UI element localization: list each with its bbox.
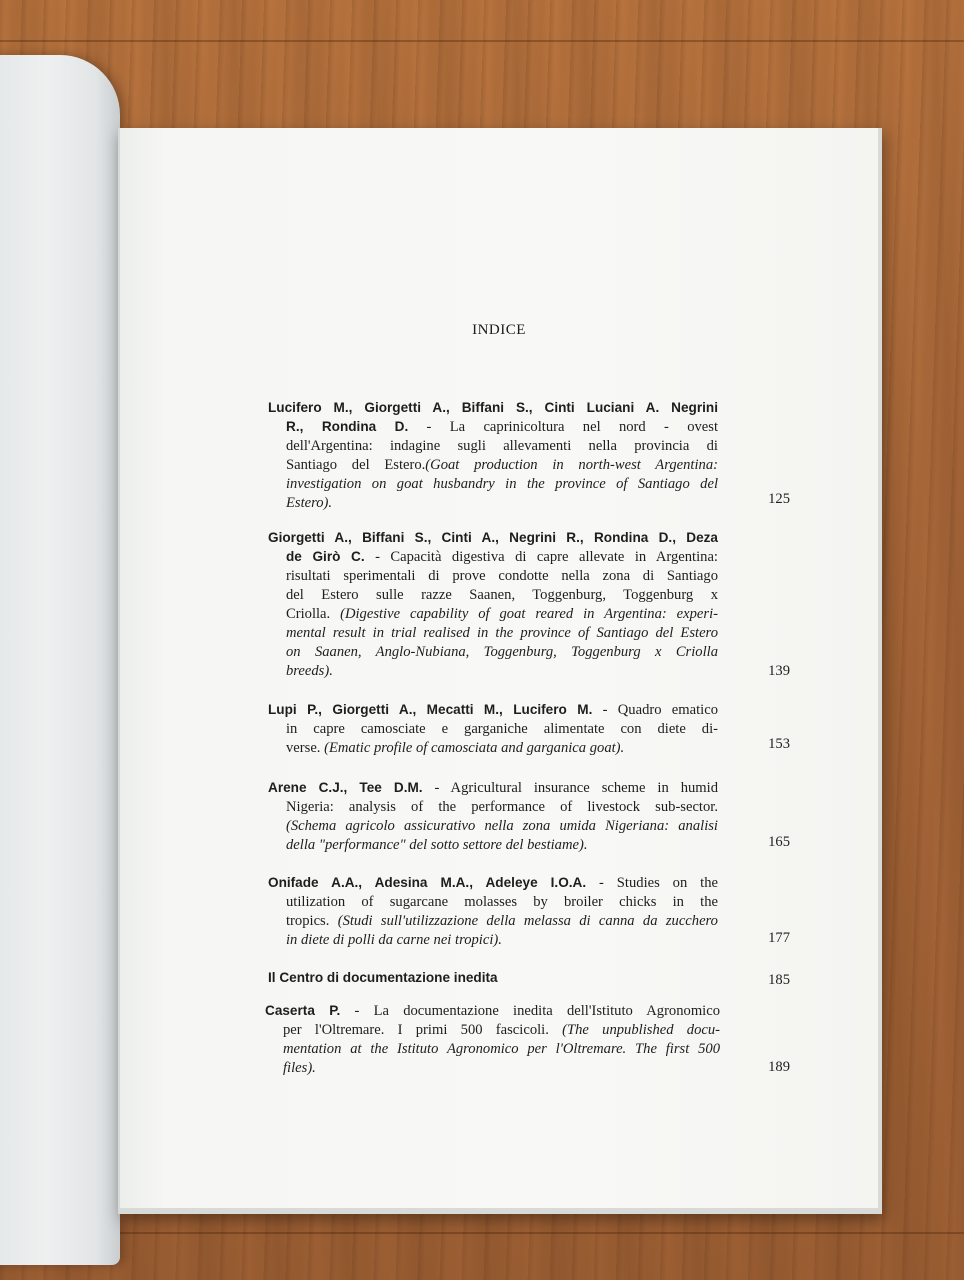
section-heading: Il Centro di documentazione inedita — [268, 970, 498, 985]
entry-authors: Lucifero M., Giorgetti A., Biffani S., Cinti Luciani A. Negrini — [268, 400, 718, 415]
entry-translation: investigation on goat husbandry in the province of Santiago del — [286, 476, 718, 492]
entry-title: - La documentazione inedita dell'Istituto Agronomico — [340, 1003, 720, 1019]
entry-title: tropics. — [286, 913, 330, 929]
entry-title: - Studies on the — [586, 875, 718, 891]
entry-page-number: 125 — [768, 491, 790, 507]
left-page-curl — [0, 55, 120, 1265]
entry-authors: R., Rondina D. — [286, 419, 409, 434]
toc-entry — [268, 398, 718, 513]
entry-title: Santiago del Estero. — [286, 457, 426, 473]
wood-plank-seam — [0, 40, 964, 42]
entry-translation: (Studi sull'utilizzazione della melassa di canna da zucchero — [337, 913, 718, 929]
entry-title: Criolla. — [286, 606, 331, 622]
entry-translation: mentation at the Istituto Agronomico per l'Oltremare. The first 500 — [283, 1041, 720, 1057]
entry-title: dell'Argentina: indagine sugli allevamenti nella provincia di — [286, 438, 718, 454]
entry-translation: (Digestive capability of goat reared in Argentina: experi- — [340, 606, 718, 622]
entry-translation: della "performance" del sotto settore del bestiame). — [286, 837, 588, 853]
entry-title: - La caprinicoltura nel nord - ovest — [408, 419, 718, 435]
toc-entry — [265, 1001, 720, 1078]
entry-translation: (The unpublished docu- — [562, 1022, 721, 1038]
entry-translation: (Goat production in north-west Argentina: — [425, 457, 718, 473]
entry-page-number: 139 — [768, 663, 790, 679]
entry-translation: breeds). — [286, 663, 333, 679]
entry-title: - Capacità digestiva di capre allevate in Argentina: — [364, 549, 718, 565]
entry-translation: files). — [283, 1060, 316, 1076]
entry-page-number: 153 — [768, 736, 790, 752]
entry-authors: Caserta P. — [265, 1003, 341, 1018]
entry-title: verse. — [286, 740, 321, 756]
entry-translation: mental result in trial realised in the province of Santiago del Estero — [286, 625, 718, 641]
entry-authors: de Girò C. — [286, 549, 365, 564]
toc-entry — [268, 873, 718, 950]
entry-authors: Arene C.J., Tee D.M. — [268, 780, 423, 795]
toc-entry — [268, 528, 718, 681]
section-page-number: 185 — [768, 972, 790, 988]
entry-title: - Quadro ematico — [592, 702, 718, 718]
entry-translation: Estero). — [286, 495, 333, 511]
entry-title: - Agricultural insurance scheme in humid — [422, 780, 718, 796]
book-page — [120, 128, 878, 1208]
page-title: INDICE — [472, 322, 526, 338]
entry-authors: Giorgetti A., Biffani S., Cinti A., Negrini R., Rondina D., Deza — [268, 530, 718, 545]
entry-page-number: 177 — [768, 930, 790, 946]
entry-translation: on Saanen, Anglo-Nubiana, Toggenburg, Toggenburg x Criolla — [286, 644, 718, 660]
entry-title: utilization of sugarcane molasses by broiler chicks in the — [286, 894, 718, 910]
toc-entry — [268, 700, 718, 758]
entry-authors: Lupi P., Giorgetti A., Mecatti M., Lucifero M. — [268, 702, 593, 717]
wood-plank-seam — [0, 1232, 964, 1234]
entry-page-number: 189 — [768, 1059, 790, 1075]
entry-translation: (Ematic profile of camosciata and garganica goat). — [324, 740, 625, 756]
entry-title: in capre camosciate e garganiche alimentate con diete di- — [286, 721, 718, 737]
toc-entry — [268, 778, 718, 855]
entry-title: risultati sperimentali di prove condotte nella zona di Santiago — [286, 568, 718, 584]
entry-page-number: 165 — [768, 834, 790, 850]
entry-authors: Onifade A.A., Adesina M.A., Adeleye I.O.A. — [268, 875, 587, 890]
entry-title: del Estero sulle razze Saanen, Toggenburg, Toggenburg x — [286, 587, 718, 603]
entry-title: per l'Oltremare. I primi 500 fascicoli. — [283, 1022, 549, 1038]
entry-translation: in diete di polli da carne nei tropici). — [286, 932, 502, 948]
entry-title: Nigeria: analysis of the performance of livestock sub-sector. — [286, 799, 718, 815]
entry-translation: (Schema agricolo assicurativo nella zona umida Nigeriana: analisi — [286, 818, 718, 834]
